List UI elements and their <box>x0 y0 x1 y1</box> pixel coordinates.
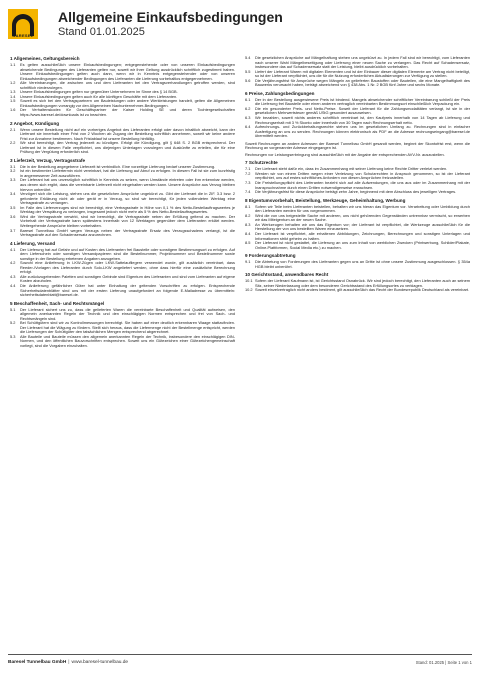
terms-section <box>245 56 470 88</box>
clause <box>10 321 235 335</box>
clause <box>245 190 470 195</box>
terms-section <box>10 56 235 118</box>
clause <box>10 248 235 262</box>
clause-number: 9.1 <box>245 259 251 265</box>
clause-text: Die ein gesonderter Preis- und Netto-Preise. Soweit der Lieferant für die Zahlungsmodalitäten verlangt, ist sie in der gesetzlichen Mehrwertsteuer gemäß UStG gesondert auszuweisen. <box>255 105 470 116</box>
clause-number: 3.5 <box>10 204 16 210</box>
clause-text: Die Anlieferung gefährlicher Güter hat unter Einhaltung der geltenden Vorschriften zu erfolgen. Entsprechende Sicherheitsdatenblätter sind uns mit der ersten Lieferung unaufgefordert an folgende E-Mailadresse zu übermitteln: sicherheitsdatenblatt@baresel.de. <box>20 282 235 298</box>
section-title: 2 Angebot, Kündigung <box>10 120 60 126</box>
clause-number: 4.1 <box>10 246 16 252</box>
clause-text: Der Lieferant ist verpflichtet, alle erhaltenen Abbildungen, Zeichnungen, Berechnungen und sonstigen Unterlagen und Informationen strikt geheim zu halten. <box>255 230 470 241</box>
clause-text: Der Lieferant steht dafür ein, dass im Zusammenhang mit seiner Lieferung keine Rechte Dritter verletzt werden. <box>255 166 448 172</box>
clause-number: 5.3 <box>10 333 16 339</box>
clause-number: 3.6 <box>10 213 16 219</box>
clause-text: Der Verhaltenskodex für Geschäftspartner der Kaiser Holding SE und deren Tochtergesellschaften https://www.baresel.de/downloads ist zu beachten. <box>20 107 235 118</box>
clause-text: Der Lieferant hat uns unverzüglich schriftlich in Kenntnis zu setzen, wenn Umstände eintreten oder ihm erkennbar werden, aus denen sich ergibt, dass die vereinbarte Lieferzeit nicht eingehalten werden kann. Unsere Ansprüche aus Verzug bleiben hiervon unberührt. <box>20 177 235 192</box>
clause-number: 1.3 <box>10 89 16 95</box>
clause-text: Unsere Einkaufsbedingungen gelten nur gegenüber Unternehmern im Sinne des § 14 BGB. <box>20 89 178 95</box>
clause <box>245 56 470 70</box>
clause <box>10 108 235 117</box>
clause <box>10 284 235 298</box>
clause-text: Wir bezahlen, soweit nichts anderes schriftlich vereinbart ist, den Kaufpreis innerhalb von 14 Tagen ab Lieferung und Rechnungserhalt mit 3 % Skonto oder innerhalb von 30 Tagen nach Rechnungserhalt netto. <box>255 115 470 125</box>
clause-text: Werden wir von einem Dritten wegen einer Verletzung von Schutzrechten in Anspruch genommen, so ist der Lieferant verpflichtet, uns auf erstes schriftliches Anfordern von diesen Ansprüchen freizustellen. <box>255 170 470 181</box>
footer-website-link[interactable]: www.baresel-tunnelbau.de <box>71 660 129 665</box>
clause-number: 5.4 <box>245 56 251 60</box>
clause-number: 7.4 <box>245 189 251 195</box>
clause <box>10 308 235 322</box>
document-footer <box>8 654 472 668</box>
section-title: 6 Preise, Zahlungsbedingungen <box>245 90 315 96</box>
clause-number: 8.5 <box>245 240 251 246</box>
clause-number: 5.6 <box>245 77 251 83</box>
clause-number: 1.2 <box>10 80 16 86</box>
baresel-logo <box>8 9 38 39</box>
clause-text: Im Falle des Lieferverzuges sind wir berechtigt, eine Vertragsstrafe in Höhe von 0,1 % des Netto-Bestellauftragswertes je Werktag der Verspätung zu verlangen, insgesamt jedoch nicht mehr als 5 % des Netto-Bestellauftragswertes. <box>20 204 235 215</box>
clause-text: Die Abtretung von Forderungen des Lieferanten gegen uns an Dritte ist ohne unsere Zustimmung ausgeschlossen. § 354a HGB bleibt unberührt. <box>255 259 470 269</box>
clause-text: Alle zurückzugebenden Paletten und sonstigen Gebinde sind Eigentum des Lieferanten und sind vom Lieferanten auf eigene Kosten abzuholen. <box>20 273 235 284</box>
terms-section <box>245 198 470 250</box>
clause-text: Die in der Bestellung angegebene Lieferzeit ist verbindlich. Eine vorzeitige Lieferung bedarf unserer Zustimmung. <box>20 163 216 169</box>
clause-number: 8.2 <box>245 212 251 218</box>
clause-number: 7.1 <box>245 166 251 172</box>
clause-number: 5.2 <box>10 320 16 326</box>
clause-number: 8.3 <box>245 221 251 227</box>
clause-number: 2.1 <box>10 126 16 132</box>
clause-text: Es gelten ausschließlich unsere Einkaufsbedingungen; entgegenstehende oder von unseren Einkaufsbedingungen abweichende Bedingungen des Lieferanten gelten nur, soweit wir ihrer Geltung ausdrücklich schriftlich zugestimmt haben. Unsere Einkaufsbedingungen gelten auch dann, wenn wir in Kenntnis entgegenstehender oder von unseren Einkaufsbedingungen abweichender Bedingungen des Lieferanten die Lieferung vorbehaltlos entgegennehmen. <box>20 62 235 81</box>
clause-number: 6.2 <box>245 105 251 111</box>
section-title: 1 Allgemeines, Geltungsbereich <box>10 56 80 61</box>
terms-section <box>245 272 470 293</box>
clause-text: Aufrechnungs- und Zurückbehaltungsrechte stehen uns im gesetzlichen Umfang zu. Rechnungen sind in einfacher Ausfertigung an uns zu senden. Rechnungen können elektronisch als PDF an die Adresse rechnungseingang@baresel.de übermittelt werden. <box>255 124 470 139</box>
left-column <box>10 56 235 644</box>
clause <box>10 335 235 349</box>
clause-number: 1.5 <box>10 98 16 104</box>
clause-number: 5.5 <box>245 68 251 74</box>
clause-number: 10.2 <box>245 287 253 293</box>
clause-text: Ist ein bestimmter Liefertermin nicht vereinbart, hat die Lieferung auf Abruf zu erfolgen. In diesem Fall ist sie zum kurzfristig in angemessener Zeit auszuführen. <box>20 168 235 178</box>
clause-text: Der Lieferant sichert uns zu, dass die gelieferten Waren die vereinbarte Beschaffenheit und Qualität aufweisen, den allgemein anerkannten Regeln der Technik und den einschlägigen Normen entsprechen und frei von Sach- und Rechtsmängeln sind. <box>20 306 235 321</box>
clause-number: 3.7 <box>10 227 16 233</box>
clause-text: Unsere Einkaufsbedingungen gelten auch für alle künftigen Geschäfte mit dem Lieferanten. <box>20 93 178 99</box>
right-column <box>245 56 470 644</box>
clause-text: Die Verjährungsfrist für Ansprüche wegen Mängeln an gelieferten Baustoffen oder Bauteilen, die eine Mangelhaftigkeit des Bauwerks verursacht haben, beträgt abweichend von § 438 Abs. 1 Nr. 2 BGB fünf Jahre und sechs Monate. <box>255 77 470 88</box>
terms-section <box>245 142 470 158</box>
section-title: 5 Beschaffenheit, Sach- und Rechtsmängel <box>10 300 105 306</box>
terms-section <box>245 253 470 269</box>
clause <box>10 178 235 192</box>
clause <box>10 192 235 206</box>
clause <box>245 79 470 88</box>
clause <box>10 141 235 155</box>
clause-number: 6.1 <box>245 96 251 102</box>
footer-left <box>8 659 128 666</box>
clause-text: Verzögert sich die Leistung, stehen uns die gesetzlichen Ansprüche ungekürzt zu. Gibt der Lieferant die in ZIF. 3.3 bzw. 2 geforderte Erklärung nicht ab oder gerät er in Verzug, so sind wir berechtigt, für jeden vollendeten Werktag eine Vertragsstrafe zu verlangen. <box>20 191 235 206</box>
clause-text: Wir sind berechtigt, den Vertrag jederzeit zu kündigen. Erfolgt die Kündigung, gilt § 648 S. 2 BGB entsprechend. Der Lieferant ist in diesem Falle verpflichtet, uns diejenigen Unterlagen vorzulegen und Auskünfte zu erteilen, die für eine Prüfung der Vergütung erforderlich sind. <box>20 140 235 155</box>
clause-number: 6.4 <box>245 124 251 130</box>
terms-section <box>10 158 235 238</box>
clause-number: 4.2 <box>10 260 16 266</box>
clause <box>245 241 470 250</box>
document-title: Allgemeine Einkaufsbedingungen <box>58 9 283 25</box>
paragraph: Rechnungen vor Leistungserbringung sind ausschließlich mit der Angabe der entsprechenden AVV-Nr. auszustellen. <box>245 151 445 157</box>
clause-number: 3.2 <box>10 168 16 174</box>
clause-number: 3.3 <box>10 177 16 183</box>
footer-separator: | <box>68 660 70 665</box>
clause <box>10 261 235 275</box>
clause-number: 8.1 <box>245 203 251 209</box>
terms-section <box>245 91 470 139</box>
clause <box>10 229 235 238</box>
clause-text: Wird die von uns beigestellte Sache mit anderen, uns nicht gehörenden Gegenständen untrennbar vermischt, so erwerben wir das Miteigentum an der neuen Sache. <box>255 212 470 223</box>
clause-text: Baresel Tunnelbau GmbH wegen Verzugs neben der Vertragsstrafe Ersatz des Verzugsschadens verlangt, ist die Vertragsstrafe auf den Schadensersatz anzurechnen. <box>20 227 235 238</box>
clause-text: Die Freistellungspflicht des Lieferanten bezieht sich auf alle Aufwendungen, die uns aus oder im Zusammenhang mit der Inanspruchnahme durch einen Dritten notwendigerweise erwachsen. <box>255 180 470 190</box>
clause-text: Die Verjährungsfrist für diese Ansprüche beträgt zehn Jahre, beginnend mit dem Abschluss des jeweiligen Vertrages. <box>255 189 457 195</box>
clause-text: Die gesetzlichen Ansprüche auf Mängelhaftung stehen uns ungekürzt zu. In jedem Fall sind wir berechtigt, vom Lieferanten nach unserer Wahl Mängelbeseitigung oder Lieferung einer neuen Sache zu verlangen. Das Recht auf Schadensersatz, insbesondere das auf Schadensersatz statt der Leistung, bleibt ausdrücklich vorbehalten. <box>255 56 470 70</box>
clause-number: 8.4 <box>245 230 251 236</box>
clause-number: 5.1 <box>10 306 16 312</box>
clause-number: 3.1 <box>10 163 16 169</box>
clause-text: Soweit es sich bei den Vertragspartnern um Bauleistungen oder andere Werkleistungen handelt, gelten die Allgemeinen Einkaufsbedingungen vorrangig vor den Allgemeinen Nachunternehmer-Bedingungen. <box>20 98 235 108</box>
clause-text: Sofern wir Teile beim Lieferanten beistellen, behalten wir uns hieran das Eigentum vor. Verarbeitung oder Umbildung durch den Lieferanten werden für uns vorgenommen. <box>255 203 470 214</box>
clause-number: 1.1 <box>10 62 16 67</box>
clause-number: 1.6 <box>10 107 16 113</box>
clause-text: An Werkzeugen behalten wir uns das Eigentum vor; der Lieferant ist verpflichtet, die Werkzeuge ausschließlich für die Herstellung der von uns bestellten Waren einzusetzen. <box>255 221 470 232</box>
logo-brand-text: BARESEL <box>12 33 34 38</box>
clause <box>245 288 470 293</box>
section-title: 4 Lieferung, Versand <box>10 240 56 246</box>
footer-page-info: Stand: 01.2025 | Seite 1 von 1 <box>415 660 472 665</box>
clause-text: Soweit einzelvertraglich nicht anders bestimmt, gilt ausschließlich das Recht der Bundesrepublik Deutschland als vereinbart. <box>255 287 470 293</box>
clause <box>245 260 470 269</box>
clause-number: 1.4 <box>10 93 16 99</box>
clause-text: Der Lieferung hat auf Gefahr und auf Kosten des Lieferanten frei Baustelle oder sonstigem Bestimmungsort zu erfolgen. Auf dem Lieferschein oder sonstigen Versandpapieren sind die Bestellnummer, Projektnummer und Bestellnummer sowie sonstige in der Bestellung erbetenen Angaben anzugeben. <box>20 246 235 261</box>
section-title: 10 Gerichtsstand, anwendbares Recht <box>245 272 329 278</box>
section-title: 9 Forderungsabtretung <box>245 253 296 259</box>
clause-number: 6.3 <box>245 115 251 121</box>
clause-text: Sofern der Lieferant Kaufmann ist, ist Gerichtsstand Osnabrück. Wir sind jedoch berechtigt, den Lieferanten auch an seinem Sitz, seiner Niederlassung oder dem besonderen Gerichtsstand des Erfüllungsortes zu verklagen. <box>255 278 470 288</box>
clause-number: 7.2 <box>245 170 251 176</box>
section-title: 7 Schutzrechte <box>245 160 278 166</box>
clause <box>10 63 235 81</box>
clause-number: 4.4 <box>10 282 16 288</box>
clause-text: Wird die Vertragsstrafe verwirkt, sind wir berechtigt, die Vertragsstrafe neben der Erfüllung geltend zu machen. Der Vorbehalt der Vertragsstrafe kann spätestens innerhalb von 12 Werktagen gegenüber dem Lieferanten erklärt werden. Weitergehende Ansprüche bleiben vorbehalten. <box>20 213 235 228</box>
clause-text: Sowohl eine Anlieferung in LKW-Zügen oder LKW-Sattelaufliegern verwendet wurde, gilt zusätzlich vereinbart, dass Reeder-/Vorlagen des Lieferanten durch Solo-LKW angeliefert werden, ohne dass hierfür eine zusätzliche Berechnung erfolgt. <box>20 260 235 275</box>
clause-text: Der Lieferant ist nicht gestattet, die Lieferung an uns zum Inhalt von werblichen Zwecken (Printwerbung, Schilder/Plakate, Online-Plattformen, Social Media etc.) zu machen. <box>255 240 470 250</box>
clause-text: Alle Vereinbarungen, die zwischen uns und dem Lieferanten bei den Vertragsverhandlungen getroffen werden, sind schriftlich niederzulegen. <box>20 80 235 90</box>
terms-section <box>10 301 235 349</box>
clause-text: Alle Bauteile und Bauteile müssen den allgemein anerkannten Regeln der Technik, insbesondere den einschlägigen DIN-Normen, und den öffentlichen Bauvorschriften entsprechen. Soweit uns ein Gütezeichen einer Gütezeichengemeinschaft vorliegt, sind die Vorgaben einzuhalten. <box>20 333 235 348</box>
clause-number: 3.4 <box>10 191 16 197</box>
clause <box>10 128 235 142</box>
clause-number: 2.2 <box>10 140 16 146</box>
footer-company: Baresel Tunnelbau GmbH <box>8 660 67 665</box>
section-title: 8 Eigentumsvorbehalt, Beistellung, Werkzeuge, Geheimhaltung, Werbung <box>245 197 406 203</box>
document-header <box>8 9 472 43</box>
clause-text: Liefert der Lieferant Waren mit digitalen Elementen und ist der Einbauer dieser digitalen Elemente am Vertrag nicht beteiligt, so ist der Lieferant verpflichtet, uns die für die Nutzung erforderlichen Aktualisierungen zur Verfügung zu stellen. <box>255 68 470 79</box>
clause-text: Bei Schüttgütern sind wir zu Kontrollmessungen berechtigt. Sie haben auf einer deutlich erkennbaren Waage stattzufinden. Der Lieferant hat die Wägung zu fördern. Stellt sich heraus, dass die Liefermenge nicht der Bestellmenge entspricht, werden die Lieferungen der Schüttgüter den tatsächlichen Mengen entsprechend abgerechnet. <box>20 320 235 335</box>
terms-section <box>10 241 235 298</box>
clause-number: 4.3 <box>10 273 16 279</box>
terms-section <box>245 160 470 194</box>
clause-number: 10.1 <box>245 278 253 284</box>
section-title: 3 Lieferzeit, Verzug, Vertragsstrafe <box>10 157 86 163</box>
document-subtitle: Stand 01.01.2025 <box>58 26 145 38</box>
document-body <box>10 56 470 644</box>
clause <box>245 125 470 139</box>
clause-text: Der in der Bestellung ausgewiesene Preis ist bindend. Mangels abweichender schriftlicher Vereinbarung schließt der Preis die Lieferung frei Baustelle oder einen anderen vertraglich vereinbarten Bestimmungsort einschließlich Verpackung ein. <box>255 96 470 107</box>
terms-section <box>10 121 235 155</box>
paragraph: Soweit Rechnungen an andere Adressen der Baresel Tunnelbau GmbH gesandt werden, beginnt der Skontofrist erst, wenn die Rechnung an vorgenannter Adresse eingegangen ist. <box>245 140 470 151</box>
clause-number: 7.3 <box>245 180 251 186</box>
clause-text: Wenn unsere Bestellung nicht auf ein vorheriges Angebot des Lieferanten erfolgt oder davon inhaltlich abweicht, kann der Lieferant sie innerhalb einer Frist von 2 Wochen ab Zugang der Bestellung schriftlich annehmen, soweit wir keine andere Frist zur Annahme bestimmen. Nach Fristablauf ist unsere Bestellung hinfällig. <box>20 126 235 141</box>
clause <box>10 215 235 229</box>
